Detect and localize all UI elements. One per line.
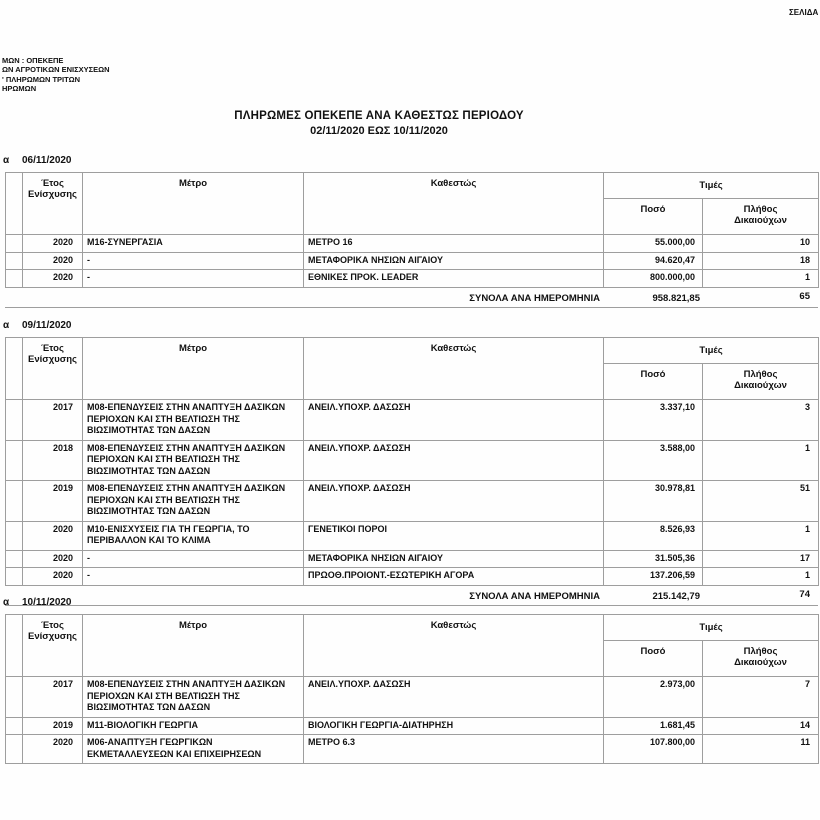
column-header-values: Τιμές: [604, 338, 819, 364]
amount-cell: 137.206,59: [604, 568, 703, 586]
title-block: [0, 109, 758, 139]
table-row: [6, 735, 819, 764]
count-cell: 7: [703, 677, 819, 718]
year-cell: 2020: [23, 568, 83, 586]
scheme-cell: ΕΘΝΙΚΕΣ ΠΡΟΚ. LEADER: [304, 270, 604, 288]
scheme-cell: ΓΕΝΕΤΙΚΟΙ ΠΟΡΟΙ: [304, 521, 604, 550]
count-cell: 51: [703, 481, 819, 522]
year-cell: 2018: [23, 440, 83, 481]
scheme-cell: ΑΝΕΙΛ.ΥΠΟΧΡ. ΔΑΣΩΣΗ: [304, 400, 604, 441]
scheme-cell: ΑΝΕΙΛ.ΥΠΟΧΡ. ΔΑΣΩΣΗ: [304, 440, 604, 481]
measure-cell: -: [83, 568, 304, 586]
amount-cell: 107.800,00: [604, 735, 703, 764]
date-label-fragment: α: [3, 597, 10, 608]
measure-cell: Μ06-ΑΝΑΠΤΥΞΗ ΓΕΩΡΓΙΚΩΝ ΕΚΜΕΤΑΛΛΕΥΣΕΩΝ ΚΑΙ ΕΠΙΧΕΙΡΗΣΕΩΝ: [83, 735, 304, 764]
amount-cell: 3.588,00: [604, 440, 703, 481]
scheme-cell: ΜΕΤΡΟ 16: [304, 235, 604, 253]
column-header-count: Πλήθος Δικαιούχων: [703, 641, 819, 677]
table-row: [6, 550, 819, 568]
column-header-count: Πλήθος Δικαιούχων: [703, 199, 819, 235]
org-header-line: ' ΠΛΗΡΩΜΩΝ ΤΡΙΤΩΝ: [2, 74, 81, 84]
payments-table-3: [5, 614, 819, 764]
section-date: 10/11/2020: [22, 597, 72, 608]
total-amount: 215.142,79: [652, 590, 700, 602]
measure-cell: Μ10-ΕΝΙΣΧΥΣΕΙΣ ΓΙΑ ΤΗ ΓΕΩΡΓΙΑ, ΤΟ ΠΕΡΙΒΑΛΛΟΝ ΚΑΙ ΤΟ ΚΛΙΜΑ: [83, 521, 304, 550]
column-header-measure: Μέτρο: [83, 338, 304, 400]
column-header-measure: Μέτρο: [83, 173, 304, 235]
scheme-cell: ΜΕΤΡΟ 6.3: [304, 735, 604, 764]
date-label-fragment: α: [3, 155, 10, 166]
amount-cell: 3.337,10: [604, 400, 703, 441]
count-cell: 1: [703, 568, 819, 586]
column-header-amount: Ποσό: [604, 641, 703, 677]
column-header-scheme: Καθεστώς: [304, 338, 604, 400]
page-number-label: ΣΕΛΙΔΑ: [789, 8, 819, 17]
year-cell: 2017: [23, 400, 83, 441]
column-header-values: Τιμές: [604, 173, 819, 199]
section-date-line: [3, 597, 820, 609]
count-cell: 14: [703, 717, 819, 735]
amount-cell: 31.505,36: [604, 550, 703, 568]
count-cell: 11: [703, 735, 819, 764]
date-section-2: [0, 320, 820, 606]
column-header-amount: Ποσό: [604, 364, 703, 400]
section-date: 06/11/2020: [22, 155, 72, 166]
column-header-year: Έτος Ενίσχυσης: [23, 338, 83, 400]
empty-corner-cell: [6, 338, 23, 400]
table-row: [6, 235, 819, 253]
amount-cell: 8.526,93: [604, 521, 703, 550]
measure-cell: Μ08-ΕΠΕΝΔΥΣΕΙΣ ΣΤΗΝ ΑΝΑΠΤΥΞΗ ΔΑΣΙΚΩΝ ΠΕΡΙΟΧΩΝ ΚΑΙ ΣΤΗ ΒΕΛΤΙΩΣΗ ΤΗΣ ΒΙΩΣΙΜΟΤΗΤΑΣ ΤΩΝ ΔΑΣΩΝ: [83, 440, 304, 481]
measure-cell: Μ08-ΕΠΕΝΔΥΣΕΙΣ ΣΤΗΝ ΑΝΑΠΤΥΞΗ ΔΑΣΙΚΩΝ ΠΕΡΙΟΧΩΝ ΚΑΙ ΣΤΗ ΒΕΛΤΙΩΣΗ ΤΗΣ ΒΙΩΣΙΜΟΤΗΤΑΣ ΤΩΝ ΔΑΣΩΝ: [83, 677, 304, 718]
year-cell: 2020: [23, 270, 83, 288]
section-date: 09/11/2020: [22, 320, 72, 331]
payments-table-2: [5, 337, 819, 586]
column-header-scheme: Καθεστώς: [304, 615, 604, 677]
table-row: [6, 717, 819, 735]
amount-cell: 2.973,00: [604, 677, 703, 718]
total-amount: 958.821,85: [652, 292, 700, 304]
count-cell: 1: [703, 521, 819, 550]
table-row: [6, 440, 819, 481]
column-header-measure: Μέτρο: [83, 615, 304, 677]
year-cell: 2020: [23, 521, 83, 550]
scheme-cell: ΑΝΕΙΛ.ΥΠΟΧΡ. ΔΑΣΩΣΗ: [304, 481, 604, 522]
column-header-year: Έτος Ενίσχυσης: [23, 615, 83, 677]
org-header-line: ΜΩΝ : ΟΠΕΚΕΠΕ: [2, 56, 64, 65]
count-cell: 18: [703, 252, 819, 270]
measure-cell: -: [83, 550, 304, 568]
measure-cell: Μ16-ΣΥΝΕΡΓΑΣΙΑ: [83, 235, 304, 253]
year-cell: 2017: [23, 677, 83, 718]
table-row: [6, 270, 819, 288]
totals-label: ΣΥΝΟΛΑ ΑΝΑ ΗΜΕΡΟΜΗΝΙΑ: [469, 590, 600, 602]
count-cell: 1: [703, 270, 819, 288]
amount-cell: 94.620,47: [604, 252, 703, 270]
empty-corner-cell: [6, 173, 23, 235]
measure-cell: Μ08-ΕΠΕΝΔΥΣΕΙΣ ΣΤΗΝ ΑΝΑΠΤΥΞΗ ΔΑΣΙΚΩΝ ΠΕΡΙΟΧΩΝ ΚΑΙ ΣΤΗ ΒΕΛΤΙΩΣΗ ΤΗΣ ΒΙΩΣΙΜΟΤΗΤΑΣ ΤΩΝ ΔΑΣΩΝ: [83, 481, 304, 522]
column-header-values: Τιμές: [604, 615, 819, 641]
count-cell: 17: [703, 550, 819, 568]
scheme-cell: ΒΙΟΛΟΓΙΚΗ ΓΕΩΡΓΙΑ-ΔΙΑΤΗΡΗΣΗ: [304, 717, 604, 735]
amount-cell: 55.000,00: [604, 235, 703, 253]
total-count: 65: [799, 290, 810, 302]
totals-label: ΣΥΝΟΛΑ ΑΝΑ ΗΜΕΡΟΜΗΝΙΑ: [469, 292, 600, 304]
payments-table-1: [5, 172, 819, 288]
empty-corner-cell: [6, 615, 23, 677]
year-cell: 2019: [23, 481, 83, 522]
scheme-cell: ΑΝΕΙΛ.ΥΠΟΧΡ. ΔΑΣΩΣΗ: [304, 677, 604, 718]
measure-cell: Μ11-ΒΙΟΛΟΓΙΚΗ ΓΕΩΡΓΙΑ: [83, 717, 304, 735]
table-row: [6, 521, 819, 550]
table-row: [6, 677, 819, 718]
amount-cell: 1.681,45: [604, 717, 703, 735]
org-header: [2, 56, 110, 93]
totals-row: [5, 288, 818, 308]
column-header-year: Έτος Ενίσχυσης: [23, 173, 83, 235]
year-cell: 2020: [23, 735, 83, 764]
scheme-cell: ΠΡΩΟΘ.ΠΡΟΙΟΝΤ.-ΕΣΩΤΕΡΙΚΗ ΑΓΟΡΑ: [304, 568, 604, 586]
report-period: 02/11/2020 ΕΩΣ 10/11/2020: [310, 125, 448, 137]
date-section-3: [0, 597, 820, 764]
table-row: [6, 568, 819, 586]
column-header-amount: Ποσό: [604, 199, 703, 235]
amount-cell: 800.000,00: [604, 270, 703, 288]
year-cell: 2020: [23, 550, 83, 568]
year-cell: 2019: [23, 717, 83, 735]
measure-cell: -: [83, 252, 304, 270]
count-cell: 3: [703, 400, 819, 441]
date-label-fragment: α: [3, 320, 10, 331]
measure-cell: -: [83, 270, 304, 288]
amount-cell: 30.978,81: [604, 481, 703, 522]
table-row: [6, 400, 819, 441]
year-cell: 2020: [23, 235, 83, 253]
count-cell: 10: [703, 235, 819, 253]
scheme-cell: ΜΕΤΑΦΟΡΙΚΑ ΝΗΣΙΩΝ ΑΙΓΑΙΟΥ: [304, 252, 604, 270]
section-date-line: [3, 155, 820, 167]
org-header-line: ΩΝ ΑΓΡΟΤΙΚΩΝ ΕΝΙΣΧΥΣΕΩΝ: [2, 65, 110, 75]
org-header-line: ΗΡΩΜΩΝ: [2, 83, 37, 93]
count-cell: 1: [703, 440, 819, 481]
scheme-cell: ΜΕΤΑΦΟΡΙΚΑ ΝΗΣΙΩΝ ΑΙΓΑΙΟΥ: [304, 550, 604, 568]
table-row: [6, 252, 819, 270]
date-section-1: [0, 155, 820, 308]
table-row: [6, 481, 819, 522]
report-title: ΠΛΗΡΩΜΕΣ ΟΠΕΚΕΠΕ ΑΝΑ ΚΑΘΕΣΤΩΣ ΠΕΡΙΟΔΟΥ: [234, 110, 524, 122]
year-cell: 2020: [23, 252, 83, 270]
measure-cell: Μ08-ΕΠΕΝΔΥΣΕΙΣ ΣΤΗΝ ΑΝΑΠΤΥΞΗ ΔΑΣΙΚΩΝ ΠΕΡΙΟΧΩΝ ΚΑΙ ΣΤΗ ΒΕΛΤΙΩΣΗ ΤΗΣ ΒΙΩΣΙΜΟΤΗΤΑΣ ΤΩΝ ΔΑΣΩΝ: [83, 400, 304, 441]
section-date-line: [3, 320, 820, 332]
column-header-count: Πλήθος Δικαιούχων: [703, 364, 819, 400]
column-header-scheme: Καθεστώς: [304, 173, 604, 235]
total-count: 74: [799, 588, 810, 600]
